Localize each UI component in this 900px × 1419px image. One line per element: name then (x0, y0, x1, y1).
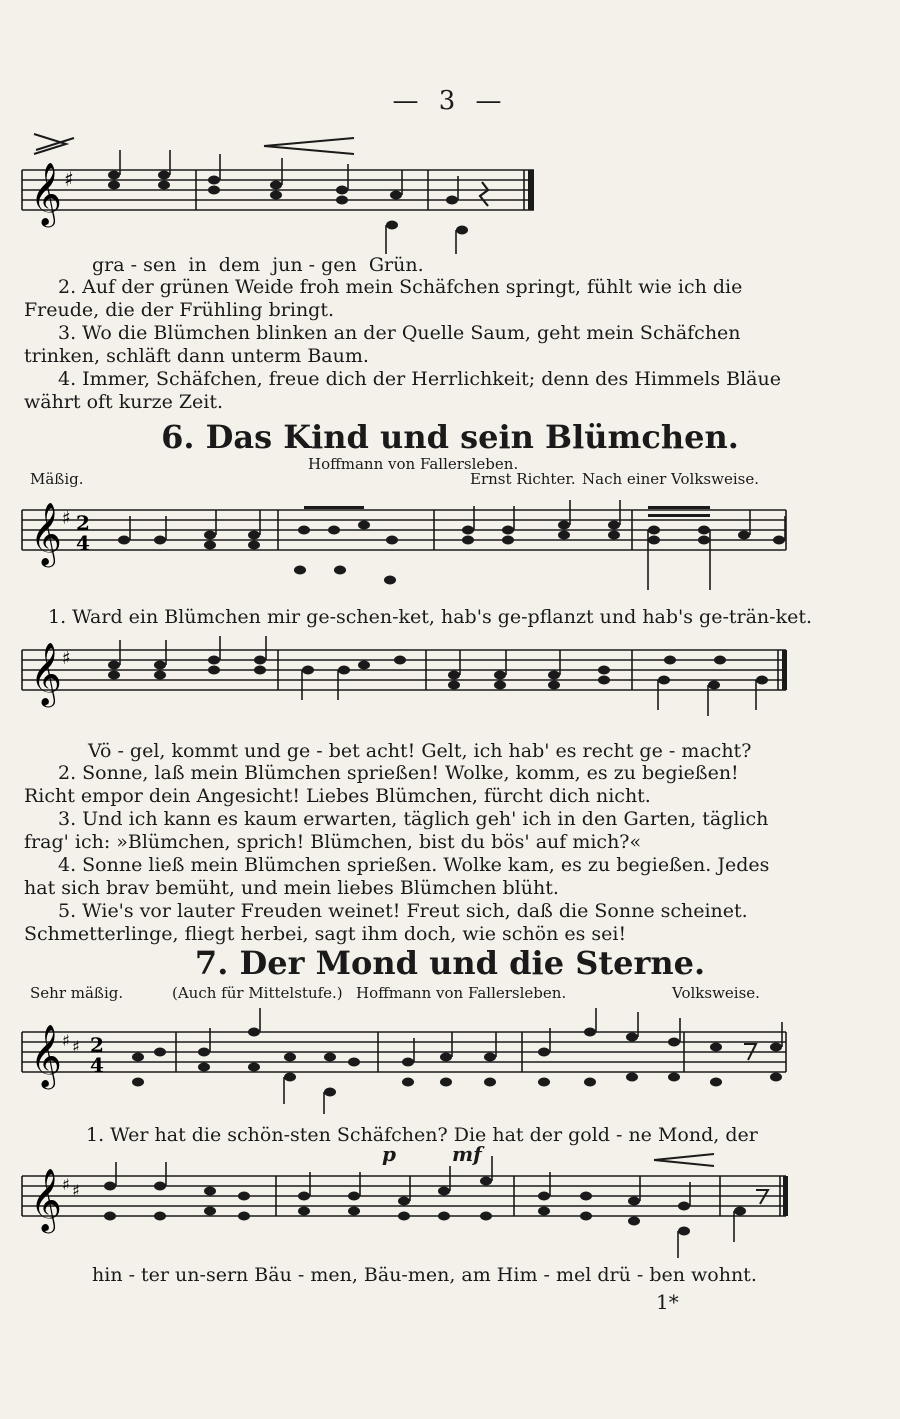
svg-text:𝄞: 𝄞 (30, 162, 62, 225)
svg-text:𝄞: 𝄞 (30, 1024, 62, 1087)
song6-verses (24, 762, 794, 946)
song7-title: 7. Der Mond und die Sterne. (194, 944, 706, 982)
music-staff-song6-line1 (14, 490, 794, 600)
song6-lyric-line2: Vö - gel, kommt und ge - bet acht! Gelt, ich hab' es recht ge - macht? (88, 740, 752, 762)
svg-text:♯: ♯ (62, 648, 71, 669)
svg-text:𝄞: 𝄞 (30, 1168, 62, 1231)
svg-text:♯: ♯ (72, 1037, 80, 1056)
svg-text:2: 2 (90, 1033, 104, 1057)
svg-text:2: 2 (76, 511, 90, 535)
song5-verses (24, 276, 794, 414)
song6-verse-2: 2. Sonne, laß mein Blümchen sprießen! Wolke, komm, es zu begießen! Richt empor dein Angesicht! Liebes Blümchen, fürcht dich nicht. (24, 762, 739, 807)
svg-text:♯: ♯ (64, 167, 74, 191)
svg-text:4: 4 (90, 1053, 104, 1077)
song6-lyric-line1: 1. Ward ein Blümchen mir ge-schen-ket, hab's ge-pflanzt und hab's ge-trän-ket. (48, 606, 813, 628)
svg-text:♯: ♯ (62, 508, 71, 529)
svg-text:♯: ♯ (72, 1181, 80, 1200)
song6-verse-3: 3. Und ich kann es kaum erwarten, täglich geh' ich in den Garten, täglich frag' ich: »Blümchen, sprich! Blümchen, bist du bös' auf mich?« (24, 808, 769, 853)
svg-text:𝄞: 𝄞 (30, 642, 62, 705)
dynamic-mezzoforte: mf (452, 1142, 482, 1166)
song6-verse-4: 4. Sonne ließ mein Blümchen sprießen. Wolke kam, es zu begießen. Jedes hat sich brav bemüht, und mein liebes Blümchen blüht. (24, 854, 770, 899)
song6-tempo: Mäßig. (30, 470, 84, 488)
song5-verse-2: 2. Auf der grünen Weide froh mein Schäfchen springt, fühlt wie ich die Freude, die der Frühling bringt. (24, 276, 743, 321)
music-staff-song5-end (14, 130, 794, 260)
song6-melody-source: Nach einer Volksweise. (582, 470, 759, 488)
music-staff-song7-line2 (14, 1148, 794, 1268)
music-staff-song6-line2 (14, 630, 794, 740)
song5-final-lyric: gra - sen in dem jun - gen Grün. (92, 254, 424, 276)
song7-melody-source: Volksweise. (672, 984, 760, 1002)
song7-level-note: (Auch für Mittelstufe.) (172, 984, 343, 1002)
music-staff-song7-line1 (14, 1004, 794, 1124)
song7-lyric-line2: hin - ter un-sern Bäu - men, Bäu-men, am Him - mel drü - ben wohnt. (92, 1264, 757, 1286)
song5-verse-4: 4. Immer, Schäfchen, freue dich der Herrlichkeit; denn des Himmels Bläue währt oft kurze Zeit. (24, 368, 781, 413)
svg-text:♯: ♯ (62, 1175, 70, 1194)
song7-lyric-line1: 1. Wer hat die schön-sten Schäfchen? Die hat der gold - ne Mond, der (86, 1124, 758, 1146)
signature-mark: 1* (656, 1290, 679, 1314)
song5-verse-3: 3. Wo die Blümchen blinken an der Quelle Saum, geht mein Schäfchen trinken, schläft dann unterm Baum. (24, 322, 741, 367)
song6-verse-5: 5. Wie's vor lauter Freuden weinet! Freut sich, daß die Sonne scheinet. Schmetterlinge, fliegt herbei, sagt ihm doch, wie schön es sei! (24, 900, 748, 945)
page-number: — 3 — (392, 86, 508, 116)
song6-composer: Ernst Richter. (470, 470, 576, 488)
song6-title: 6. Das Kind und sein Blümchen. (161, 418, 739, 456)
svg-text:𝄞: 𝄞 (30, 502, 62, 565)
svg-text:4: 4 (76, 531, 90, 555)
song7-tempo: Sehr mäßig. (30, 984, 124, 1002)
dynamic-piano: p (382, 1142, 396, 1166)
song6-poet: Hoffmann von Fallersleben. (308, 455, 519, 473)
song7-poet: Hoffmann von Fallersleben. (356, 984, 567, 1002)
svg-text:♯: ♯ (62, 1031, 70, 1050)
